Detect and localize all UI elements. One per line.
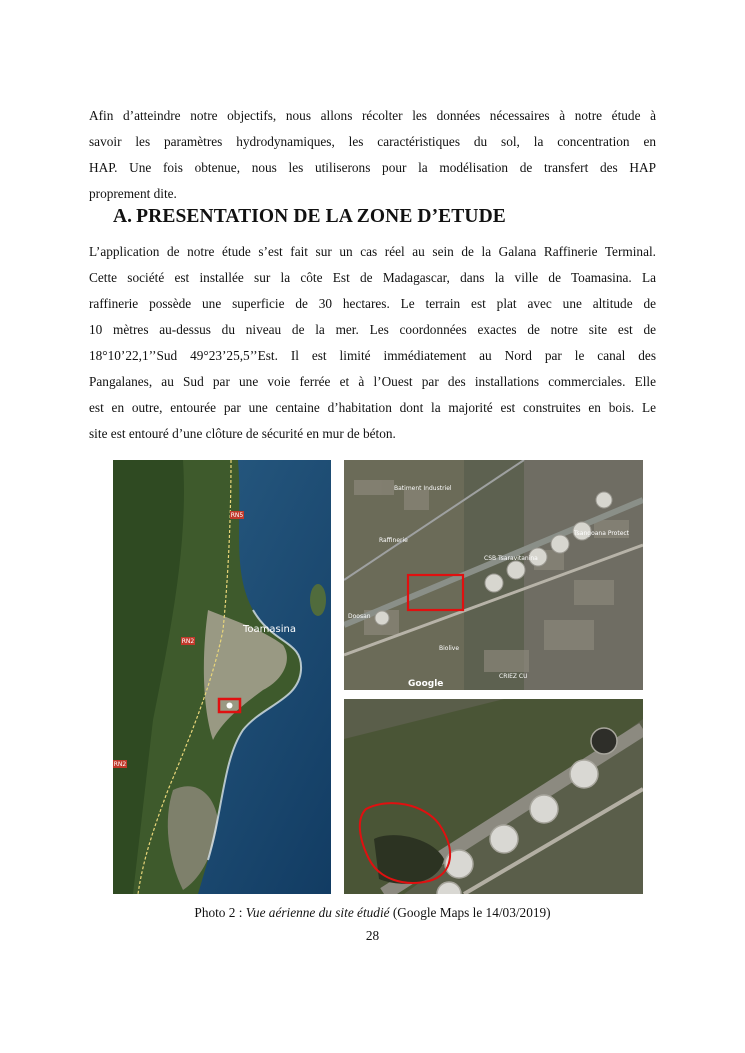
road-label-rn2: RN2 (181, 638, 195, 645)
road-label-rn5: RN5 (230, 512, 244, 519)
section-heading (113, 206, 506, 228)
map-label: Raffinerie (379, 537, 408, 544)
text-line: savoir les paramètres hydrodynamiques, les caractéristiques du sol, la concentration en (89, 134, 656, 149)
text-line: raffinerie possède une superficie de 30 hectares. Le terrain est plat avec une altitude de (89, 296, 656, 311)
caption-suffix: (Google Maps le 14/03/2019) (389, 905, 551, 920)
text-line: 18°10’22,1’’Sud 49°23’25,5’’Est. Il est limité immédiatement au Nord par le canal des (89, 348, 656, 363)
photo-caption (0, 905, 745, 921)
intro-paragraph (89, 103, 656, 207)
text-line: Cette société est installée sur la côte Est de Madagascar, dans la ville de Toamasina. La (89, 270, 656, 285)
section-title: PRESENTATION DE LA ZONE D’ETUDE (136, 206, 506, 227)
satellite-map-toamasina (113, 460, 331, 894)
study-zone-paragraph (89, 239, 656, 447)
map-label: Tsangoana Protect (574, 530, 630, 537)
text-line: L’application de notre étude s’est fait sur un cas réel au sein de la Galana Raffinerie Terminal. (89, 244, 656, 259)
text-line: Pangalanes, au Sud par une voie ferrée et à l’Ouest par des installations commerciales. Elle (89, 374, 656, 389)
map-label: Batiment Industriel (394, 485, 452, 492)
satellite-map-refinery-area (344, 460, 643, 690)
caption-title: Vue aérienne du site étudié (245, 905, 390, 920)
text-line: site est entouré d’une clôture de sécurité en mur de béton. (89, 426, 396, 441)
text-line: est en outre, entourée par une centaine d’habitation dont la majorité est construites en bois. Le (89, 400, 656, 415)
map-label: Biolive (439, 645, 460, 652)
caption-prefix: Photo 2 : (194, 905, 246, 920)
text-line: proprement dite. (89, 186, 177, 201)
section-number: A. (113, 206, 133, 227)
map-label: CRIEZ CU (499, 673, 528, 680)
google-watermark: Google (408, 679, 444, 689)
satellite-closeup-site (344, 699, 643, 894)
city-label: Toamasina (243, 624, 296, 635)
map-label: CSB Tsaravitanina (484, 555, 538, 562)
page-number: 28 (365, 928, 380, 943)
text-line: 10 mètres au-dessus du niveau de la mer. Les coordonnées exactes de notre site est de (89, 322, 656, 337)
map-label: Doosan (348, 613, 371, 620)
text-line: HAP. Une fois obtenue, nous les utiliserons pour la modélisation de transfert des HAP (89, 160, 656, 175)
text-line: Afin d’atteindre notre objectifs, nous allons récolter les données nécessaires à notre étude à (89, 108, 656, 123)
road-label-rn2: RN2 (113, 761, 127, 768)
